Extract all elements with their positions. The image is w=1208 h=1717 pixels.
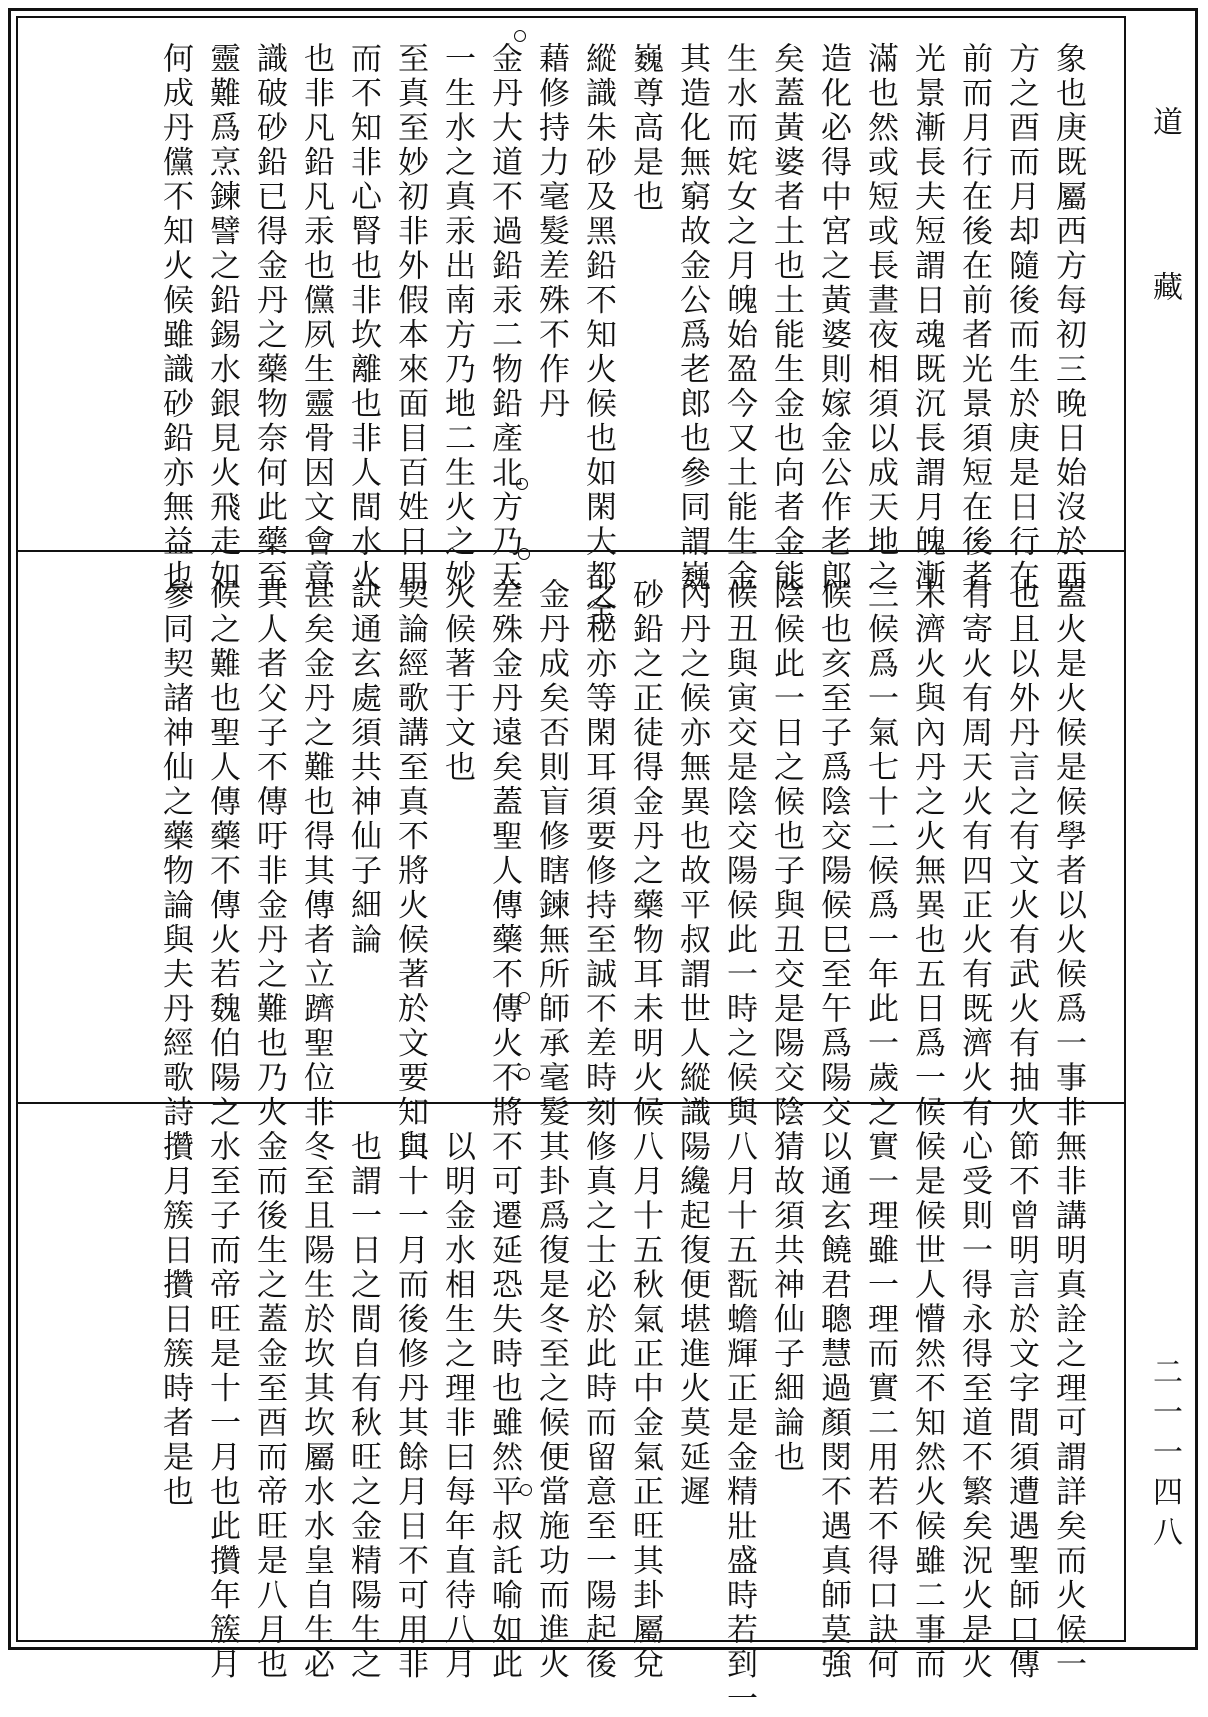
- text-column: 攢月簇日攢日簇時者是也: [157, 1130, 193, 1510]
- text-column: 內丹之候亦無異也故平叔謂世人縱識: [674, 578, 710, 1130]
- text-column: 實一理雖一理而實二用若不得口訣何: [862, 1130, 898, 1682]
- circle-marker: [518, 548, 530, 560]
- text-column: 之秘亦等閑耳須要修持至誠不差時刻: [580, 578, 616, 1130]
- text-column: 與十一月而後修丹其餘月日不可用非: [392, 1130, 428, 1682]
- text-block-3: [16, 1104, 1126, 1717]
- text-column: 造化必得中宮之黃婆則嫁金公作老郎: [815, 42, 851, 594]
- text-column: 其卦爲復是冬至之候便當施功而進火: [533, 1130, 569, 1682]
- text-column: 冬至且陽生於坎其坎屬水水皇自生必: [298, 1130, 334, 1682]
- text-column: 候是候世人懵然不知然火候雖二事而: [909, 1130, 945, 1682]
- text-column: 訣通玄處須共神仙子細論: [345, 578, 381, 958]
- text-column: 滿也然或短或長晝夜相須以成天地之: [862, 42, 898, 594]
- text-column: 至真至妙初非外假本來面目百姓日用: [392, 42, 428, 594]
- text-column: 參同契諸神仙之藥物論與夫丹經歌詩: [157, 578, 193, 1130]
- text-column: 以明金水相生之理非曰每年直待八月: [439, 1130, 475, 1682]
- text-column: 何成丹儻不知火候雖識砂鉛亦無益也: [157, 42, 193, 594]
- text-column: 差殊金丹遠矣蓋聖人傳藥不傳火不將: [486, 578, 522, 1130]
- margin-label-top: 道: [1147, 106, 1182, 146]
- text-column: 前而月行在後在前者光景須短在後者: [956, 42, 992, 594]
- text-column: 金丹大道不過鉛汞二物鉛產北方乃天: [486, 42, 522, 594]
- circle-marker: [520, 1484, 532, 1496]
- text-column: 火候著于文也: [439, 578, 475, 785]
- circle-marker: [514, 30, 526, 42]
- text-column: 猜故須共神仙子細論也: [768, 1130, 804, 1475]
- text-column: 蓋火是火候是候學者以火候爲一事非: [1050, 578, 1086, 1130]
- circle-marker: [518, 992, 530, 1004]
- margin-label-mid: 藏: [1147, 271, 1182, 311]
- text-column: 候丑與寅交是陰交陽候此一時之候與: [721, 578, 757, 1130]
- text-column: 也非凡鉛凡汞也儻夙生靈骨因文會意: [298, 42, 334, 594]
- text-column: 方之酉而月却隨後而生於庚是日行在: [1003, 42, 1039, 594]
- text-column: 識破砂鉛已得金丹之藥物奈何此藥至: [251, 42, 287, 594]
- text-column: 也且以外丹言之有文火有武火有抽火: [1003, 578, 1039, 1130]
- text-column: 水至子而帝旺是十一月也此攢年簇月: [204, 1130, 240, 1682]
- text-column: 象也庚既屬西方每初三晚日始沒於西: [1050, 42, 1086, 594]
- text-column: 節不曾明言於文字間須遭遇聖師口傳: [1003, 1130, 1039, 1682]
- page-number: 二一一四八: [1147, 1356, 1182, 1556]
- text-column: 縱識朱砂及黑鉛不知火候也如閑大都全: [580, 42, 616, 629]
- text-column: 無非講明真詮之理可謂詳矣而火候一: [1050, 1130, 1086, 1682]
- text-column: 藉修持力毫髮差殊不作丹: [533, 42, 569, 422]
- text-column: 陰候此一日之候也子與丑交是陽交陰: [768, 578, 804, 1130]
- text-column: 砂鉛之正徒得金丹之藥物耳未明火候: [627, 578, 663, 1130]
- text-column: 其造化無窮故金公爲老郎也參同謂巍: [674, 42, 710, 594]
- text-column: 而不知非心腎也非坎離也非人間水火: [345, 42, 381, 594]
- text-column: 不可遷延恐失時也雖然平叔託喻如此: [486, 1130, 522, 1682]
- text-column: 一生水之真汞出南方乃地二生火之妙: [439, 42, 475, 594]
- text-column: 陽纔起復便堪進火莫延遲: [674, 1130, 710, 1510]
- text-column: 心受則一得永得至道不繁矣況火是火: [956, 1130, 992, 1682]
- text-column: 矣蓋黃婆者土也土能生金也向者金能: [768, 42, 804, 594]
- margin-column: [1126, 16, 1208, 1642]
- text-column: 甚矣金丹之難也得其傳者立躋聖位非: [298, 578, 334, 1130]
- text-column: 八月十五翫蟾輝正是金精壯盛時若到一: [721, 1130, 757, 1717]
- text-column: 有寄火有周天火有四正火有既濟火有: [956, 578, 992, 1130]
- circle-marker: [516, 478, 528, 490]
- text-column: 未濟火與內丹之火無異也五日爲一候: [909, 578, 945, 1130]
- text-column: 八月十五秋氣正中金氣正旺其卦屬兌: [627, 1130, 663, 1682]
- text-column: 候之難也聖人傳藥不傳火若魏伯陽之: [204, 578, 240, 1130]
- text-block-1: [16, 16, 1126, 629]
- text-column: 巍尊高是也: [627, 42, 663, 215]
- text-column: 修真之士必於此時而留意至一陽起後: [580, 1130, 616, 1682]
- text-column: 候也亥至子爲陰交陽候巳至午爲陽交: [815, 578, 851, 1130]
- circle-marker: [518, 1068, 530, 1080]
- text-column: 靈難爲烹鍊譬之鉛錫水銀見火飛走如: [204, 42, 240, 594]
- text-column: 契論經歌講至真不將火候著於文要知口: [392, 578, 428, 1165]
- text-block-2: [16, 552, 1126, 1165]
- text-column: 金丹成矣否則盲修瞎鍊無所師承毫髮: [533, 578, 569, 1130]
- text-column: 其人者父子不傳吁非金丹之難也乃火: [251, 578, 287, 1130]
- text-column: 光景漸長夫短謂日魂既沉長謂月魄漸: [909, 42, 945, 594]
- text-column: 三候爲一氣七十二候爲一年此一歲之: [862, 578, 898, 1130]
- text-column: 以通玄饒君聰慧過顏閔不遇真師莫強: [815, 1130, 851, 1682]
- text-column: 生水而姹女之月魄始盈今又土能生金: [721, 42, 757, 594]
- text-column: 金而後生之蓋金至酉而帝旺是八月也: [251, 1130, 287, 1682]
- text-column: 也謂一日之間自有秋旺之金精陽生之: [345, 1130, 381, 1682]
